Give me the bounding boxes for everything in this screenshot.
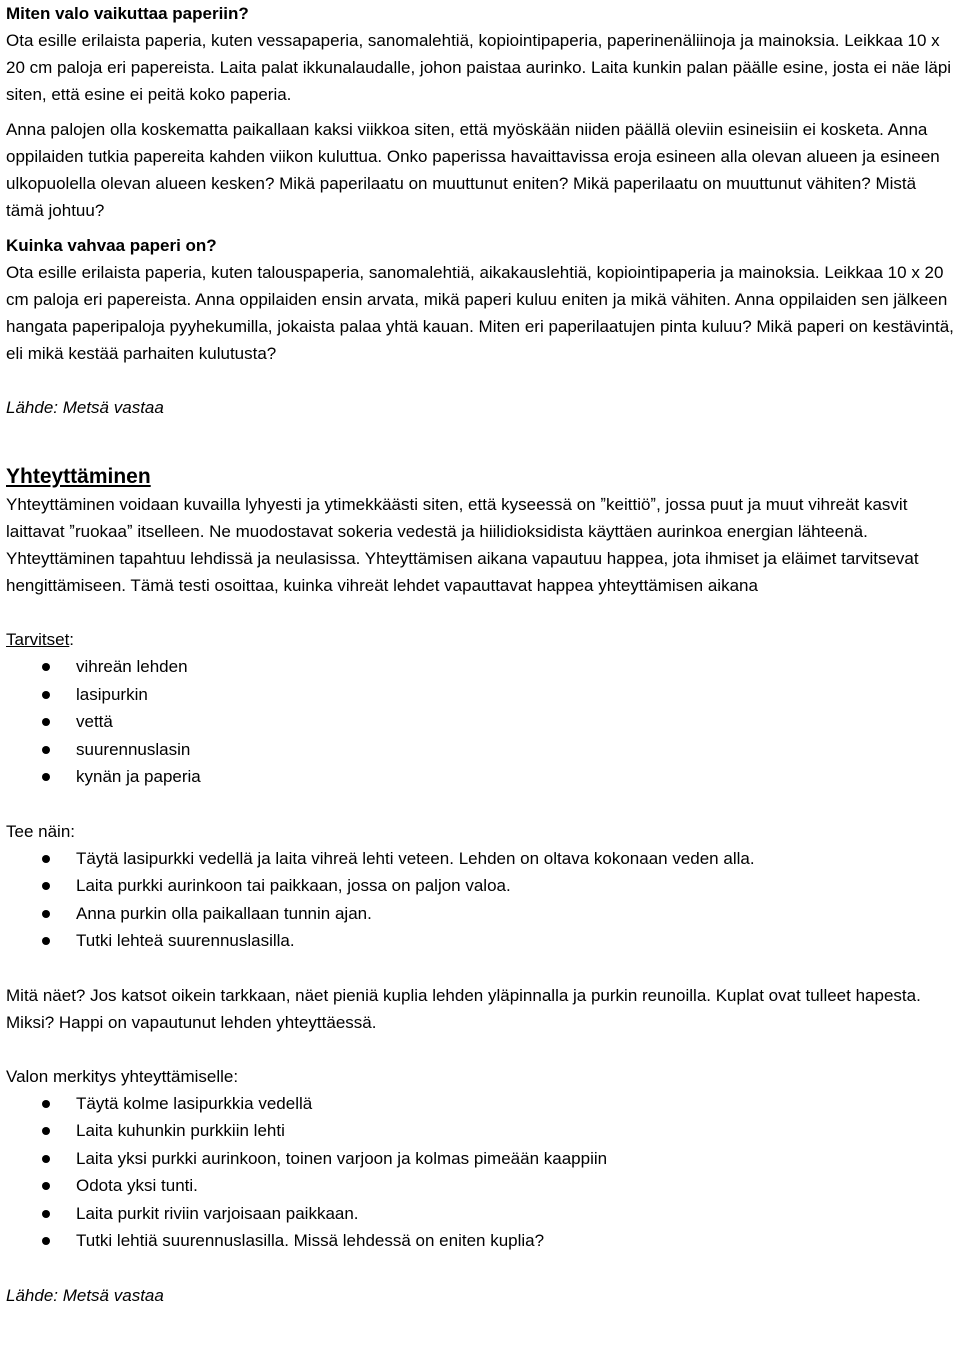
bullet-icon (42, 910, 50, 918)
list-item: Tutki lehtiä suurennuslasilla. Missä lehdessä on eniten kuplia? (6, 1227, 954, 1255)
needs-label-colon: : (69, 630, 75, 649)
list-item: Anna purkin olla paikallaan tunnin ajan. (6, 900, 954, 928)
needs-label (6, 626, 954, 653)
section-title-paper-light: Miten valo vaikuttaa paperiin? (6, 4, 249, 23)
list-item: Laita purkki aurinkoon tai paikkaan, jossa on paljon valoa. (6, 872, 954, 900)
observation-paragraph: Mitä näet? Jos katsot oikein tarkkaan, näet pieniä kuplia lehden yläpinnalla ja purkin reunoilla. Kuplat ovat tulleet hapesta. Miksi? Happi on vapautunut lehden yhteyttäessä. (6, 985, 921, 1032)
paper-light-paragraph-2: Anna palojen olla koskematta paikallaan kaksi viikkoa siten, että myöskään niiden päällä oleviin esineisiin ei kosketa. Anna oppilaiden tutkia papereita kahden viikon kuluttua. Onko paperissa havaittavissa eroja esineen alla olevan alueen ja esineen ulkopuolella olevan alueen kesken? Mikä paperilaatu on muuttunut eniten? Mikä paperilaatu on muuttunut vähiten? Mistä tämä johtuu? (6, 120, 940, 220)
bullet-icon (42, 1210, 50, 1218)
bullet-icon (42, 1237, 50, 1245)
source-citation: Lähde: Metsä vastaa (6, 398, 164, 417)
bullet-icon (42, 691, 50, 699)
bullet-icon (42, 1155, 50, 1163)
list-item: lasipurkin (6, 681, 954, 709)
bullet-icon (42, 773, 50, 781)
list-item: Täytä lasipurkki vedellä ja laita vihreä lehti veteen. Lehden on oltava kokonaan veden alla. (6, 845, 954, 873)
list-item: Tutki lehteä suurennuslasilla. (6, 927, 954, 955)
document-page (6, 0, 954, 1309)
section-heading-photosynthesis: Yhteyttäminen (6, 465, 151, 488)
light-effect-label: Valon merkitys yhteyttämiselle: (6, 1066, 239, 1086)
paper-strength-paragraph: Ota esille erilaista paperia, kuten talouspaperia, sanomalehtiä, aikakauslehtiä, kopiointipaperia ja mainoksia. Leikkaa 10 x 20 cm paloja eri papereista. Anna oppilaiden ensin arvata, mikä paperi kuluu eniten ja mikä vähiten. Anna oppilaiden sen jälkeen hangata paperipaloja pyyhekumilla, jokaista palaa yhtä kauan. Miten eri paperilaatujen pinta kuluu? Mikä paperi on kestävintä, eli mikä kestää parhaiten kulutusta? (6, 263, 954, 363)
photosynthesis-intro: Yhteyttäminen voidaan kuvailla lyhyesti ja ytimekkäästi siten, että kyseessä on ˮkeittiöˮ, jossa puut ja muut vihreät kasvit laittavat ˮruokaaˮ itselleen. Ne muodostavat sokeria vedestä ja hiilidioksidista käyttäen aurinkoa energian lähteenä. Yhteyttäminen tapahtuu lehdissä ja neulasissa. Yhteyttämisen aikana vapautuu happea, jota ihmiset ja eläimet tarvitsevat hengittämiseen. Tämä testi osoittaa, kuinka vihreät lehdet vapauttavat happea yhteyttämisen aikana (6, 495, 919, 595)
list-item: Laita kuhunkin purkkiin lehti (6, 1117, 954, 1145)
list-item: Laita yksi purkki aurinkoon, toinen varjoon ja kolmas pimeään kaappiin (6, 1145, 954, 1173)
list-item: Odota yksi tunti. (6, 1172, 954, 1200)
paper-light-paragraph-1: Ota esille erilaista paperia, kuten vessapaperia, sanomalehtiä, kopiointipaperia, paperinenäliinoja ja mainoksia. Leikkaa 10 x 20 cm paloja eri papereista. Laita palat ikkunalaudalle, johon paistaa aurinko. Laita kunkin palan päälle esine, josta ei näe läpi siten, että esine ei peitä koko paperia. (6, 31, 952, 104)
needs-list (6, 653, 954, 791)
list-item: Laita purkit riviin varjoisaan paikkaan. (6, 1200, 954, 1228)
list-item: suurennuslasin (6, 736, 954, 764)
list-item: Täytä kolme lasipurkkia vedellä (6, 1090, 954, 1118)
source-citation: Lähde: Metsä vastaa (6, 1285, 164, 1305)
bullet-icon (42, 1100, 50, 1108)
bullet-icon (42, 855, 50, 863)
bullet-icon (42, 882, 50, 890)
steps-list (6, 845, 954, 955)
needs-label-text: Tarvitset (6, 630, 70, 649)
bullet-icon (42, 937, 50, 945)
list-item: vihreän lehden (6, 653, 954, 681)
bullet-icon (42, 663, 50, 671)
steps-label: Tee näin: (6, 821, 75, 841)
list-item: kynän ja paperia (6, 763, 954, 791)
list-item: vettä (6, 708, 954, 736)
bullet-icon (42, 1182, 50, 1190)
bullet-icon (42, 718, 50, 726)
bullet-icon (42, 746, 50, 754)
light-steps-list (6, 1090, 954, 1255)
section-title-paper-strength: Kuinka vahvaa paperi on? (6, 236, 217, 255)
bullet-icon (42, 1127, 50, 1135)
